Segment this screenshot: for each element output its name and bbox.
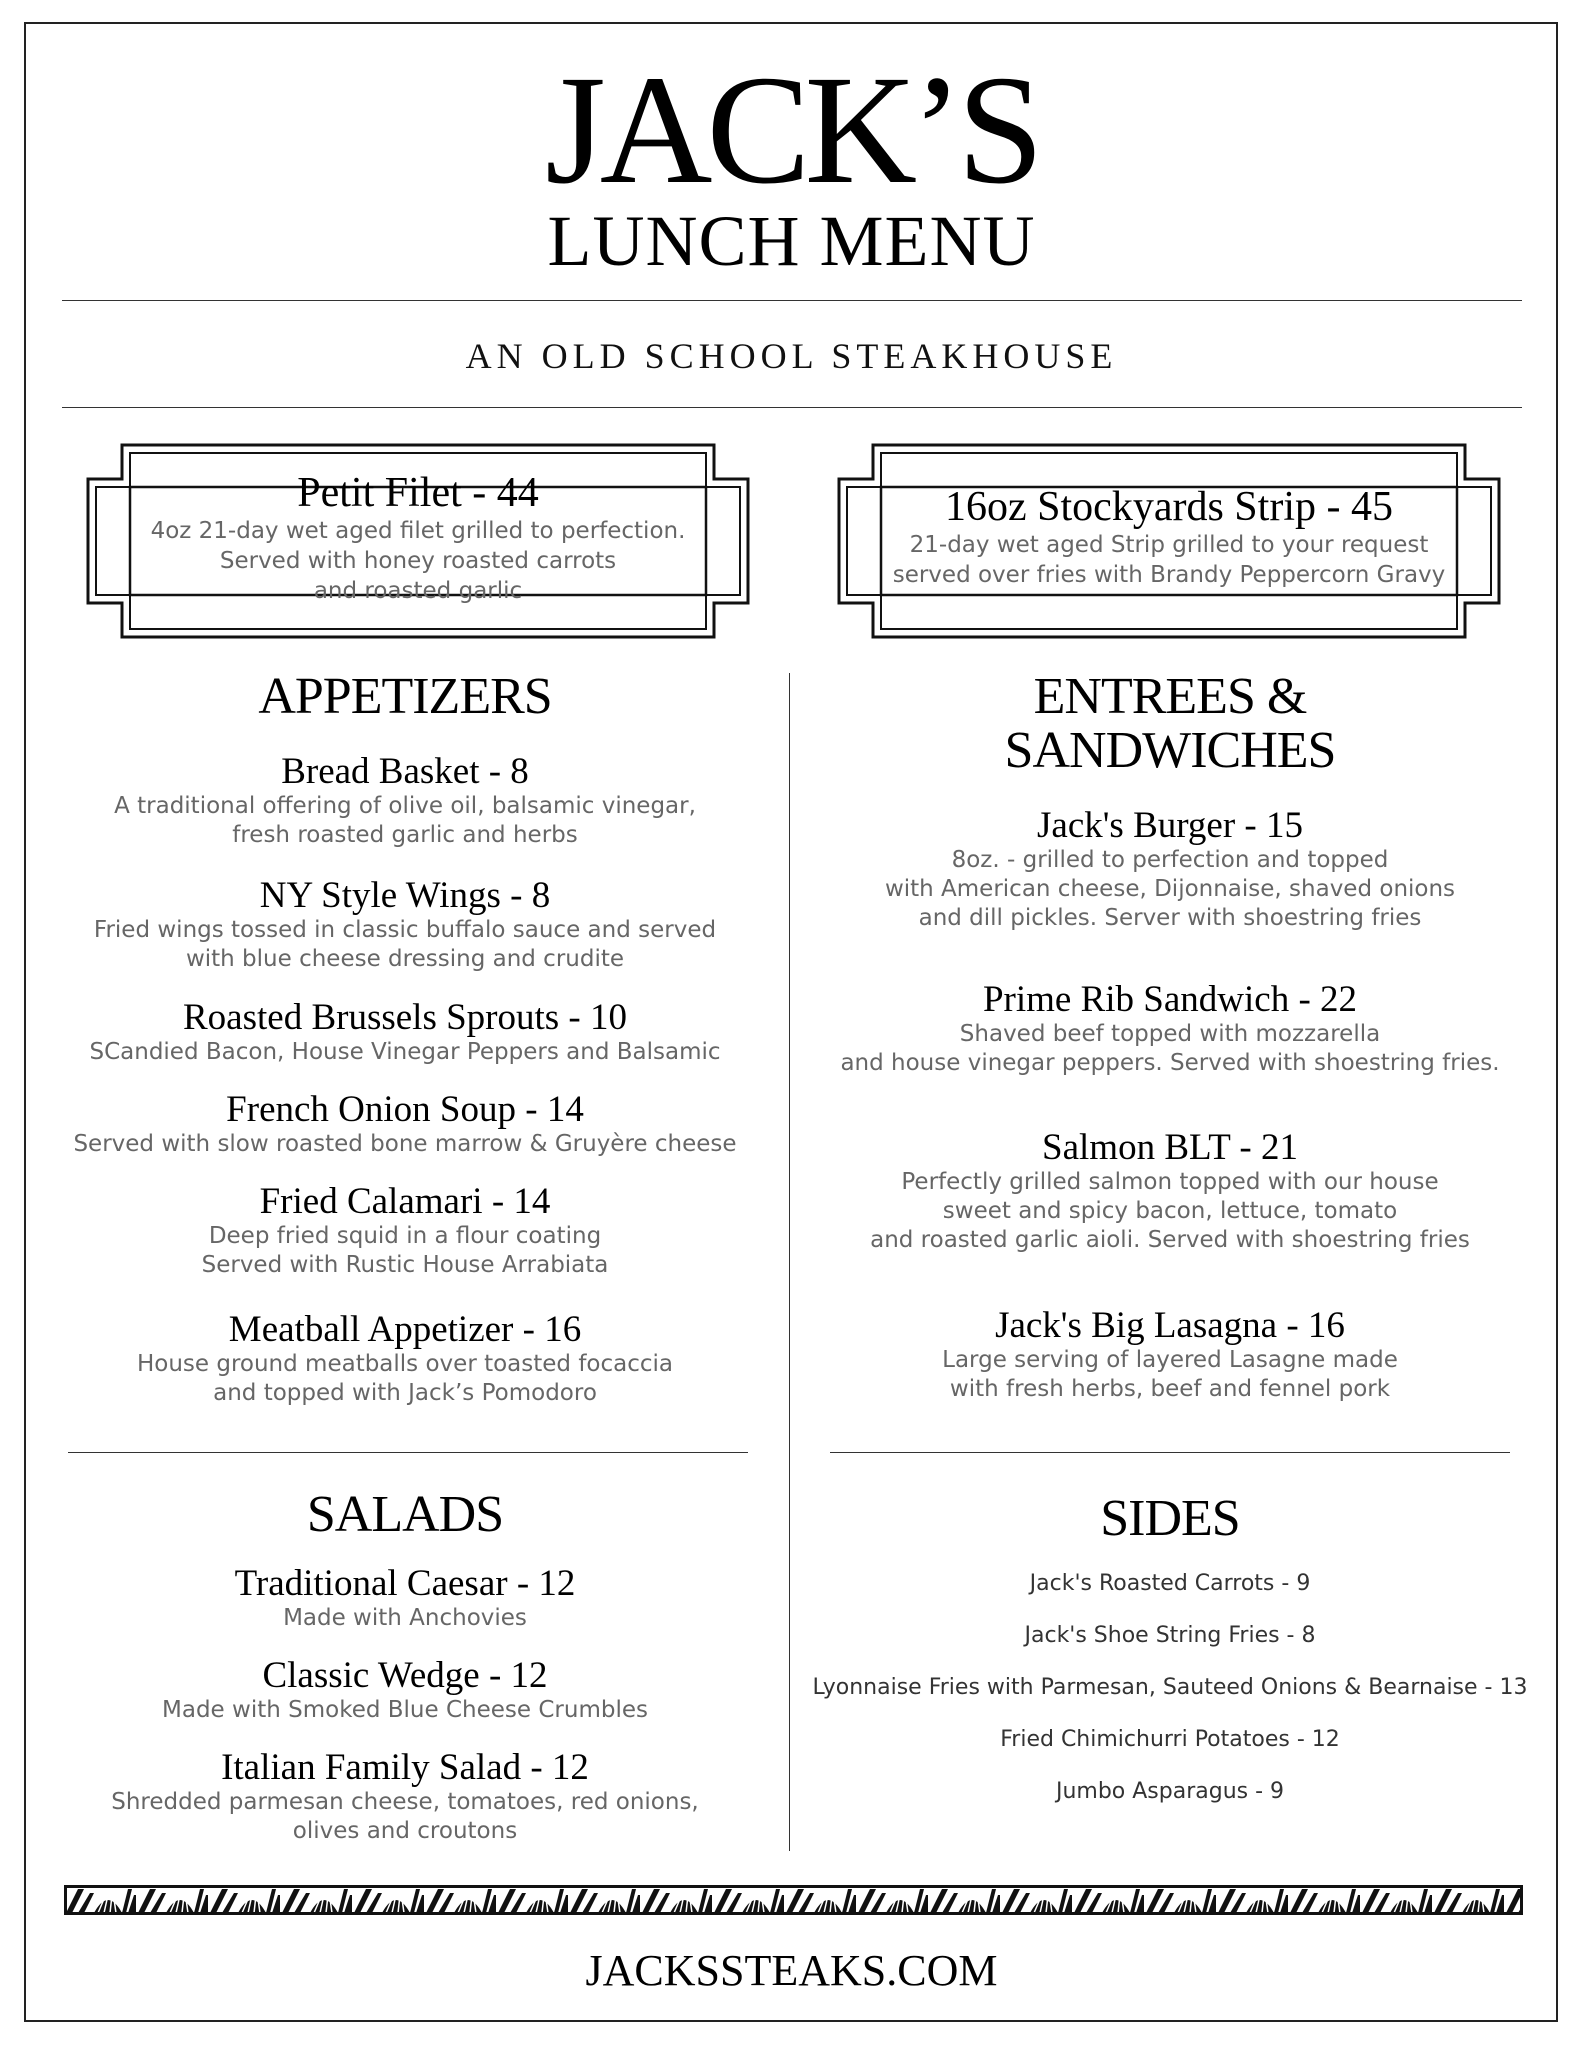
feature-desc-line: and roasted garlic — [313, 578, 523, 605]
appetizers-divider — [68, 1452, 748, 1453]
entrees-heading — [800, 670, 1540, 778]
item-desc-line: and topped with Jack’s Pomodoro — [213, 1380, 597, 1406]
feature-desc-line: served over fries with Brandy Peppercorn Gravy — [892, 562, 1446, 589]
menu-item-jacks-burger — [800, 806, 1540, 933]
item-title: Jack's Big Lasagna - 16 — [995, 1305, 1345, 1346]
menu-title: LUNCH MENU — [547, 201, 1036, 281]
side-item: Jumbo Asparagus - 9 — [1055, 1779, 1285, 1804]
appetizers-heading: APPETIZERS — [258, 668, 552, 725]
item-desc-line: and roasted garlic aioli. Served with shoestring fries — [870, 1227, 1470, 1253]
feature-title: Petit Filet - 44 — [297, 470, 539, 516]
column-divider — [789, 673, 790, 1851]
sides-heading: SIDES — [1100, 1490, 1240, 1547]
menu-item-caesar — [70, 1564, 740, 1633]
menu-item-italian-family-salad — [70, 1748, 740, 1846]
website-link[interactable]: JACKSSTEAKS.COM — [585, 1946, 998, 1995]
menu-item-brussels-sprouts — [70, 998, 740, 1067]
item-desc-line: Made with Smoked Blue Cheese Crumbles — [162, 1697, 648, 1723]
decorative-border-band — [64, 1885, 1523, 1915]
menu-item-fried-calamari — [70, 1182, 740, 1280]
header-divider-top — [62, 300, 1522, 301]
tagline: AN OLD SCHOOL STEAKHOUSE — [465, 336, 1118, 376]
menu-item-big-lasagna — [800, 1306, 1540, 1404]
item-title: Traditional Caesar - 12 — [234, 1563, 576, 1604]
item-desc-line: Shredded parmesan cheese, tomatoes, red onions, — [111, 1789, 699, 1815]
item-desc-line: olives and croutons — [292, 1818, 518, 1844]
header-divider-bottom — [62, 407, 1522, 408]
entrees-heading-line2: SANDWICHES — [1004, 722, 1336, 779]
item-desc-line: with blue cheese dressing and crudite — [185, 946, 625, 972]
side-item: Jack's Roasted Carrots - 9 — [1029, 1571, 1311, 1596]
item-title: Roasted Brussels Sprouts - 10 — [183, 997, 627, 1038]
menu-item-salmon-blt — [800, 1128, 1540, 1255]
side-item: Fried Chimichurri Potatoes - 12 — [1000, 1727, 1340, 1752]
item-desc-line: and house vinegar peppers. Served with shoestring fries. — [840, 1050, 1500, 1076]
item-desc-line: Made with Anchovies — [283, 1605, 527, 1631]
item-desc-line: SCandied Bacon, House Vinegar Peppers and Balsamic — [89, 1039, 721, 1065]
item-desc-line: House ground meatballs over toasted focaccia — [136, 1351, 674, 1377]
feature-petit-filet — [120, 470, 716, 606]
item-desc-line: sweet and spicy bacon, lettuce, tomato — [942, 1198, 1398, 1224]
side-item: Jack's Shoe String Fries - 8 — [1024, 1623, 1316, 1648]
item-desc-line: with American cheese, Dijonnaise, shaved onions — [884, 876, 1456, 902]
side-item: Lyonnaise Fries with Parmesan, Sauteed Onions & Bearnaise - 13 — [812, 1675, 1528, 1700]
feature-title: 16oz Stockyards Strip - 45 — [945, 484, 1393, 530]
feature-desc-line: 4oz 21-day wet aged filet grilled to perfection. — [150, 518, 686, 545]
entrees-heading-line1: ENTREES & — [1033, 668, 1307, 725]
menu-item-classic-wedge — [70, 1656, 740, 1725]
item-desc-line: Served with Rustic House Arrabiata — [201, 1252, 609, 1278]
restaurant-name: JACK’S — [545, 43, 1038, 216]
salads-heading: SALADS — [306, 1486, 504, 1543]
item-title: Prime Rib Sandwich - 22 — [982, 979, 1358, 1020]
item-desc-line: A traditional offering of olive oil, balsamic vinegar, — [114, 793, 696, 819]
menu-item-french-onion-soup — [70, 1090, 740, 1159]
item-title: Jack's Burger - 15 — [1037, 805, 1303, 846]
item-title: French Onion Soup - 14 — [226, 1089, 584, 1130]
menu-item-prime-rib-sandwich — [800, 980, 1540, 1078]
item-desc-line: Fried wings tossed in classic buffalo sauce and served — [93, 917, 717, 943]
feature-stockyards-strip — [867, 484, 1471, 590]
menu-item-meatball-appetizer — [70, 1310, 740, 1408]
item-desc-line: Large serving of layered Lasagne made — [942, 1347, 1398, 1373]
feature-desc-line: 21-day wet aged Strip grilled to your request — [909, 532, 1429, 559]
item-desc-line: fresh roasted garlic and herbs — [232, 822, 578, 848]
entrees-divider — [830, 1452, 1510, 1453]
menu-item-ny-wings — [70, 876, 740, 974]
item-desc-line: Shaved beef topped with mozzarella — [959, 1021, 1381, 1047]
sides-list — [800, 1570, 1540, 1830]
item-desc-line: Served with slow roasted bone marrow & Gruyère cheese — [73, 1131, 737, 1157]
item-desc-line: 8oz. - grilled to perfection and topped — [951, 847, 1389, 873]
item-desc-line: and dill pickles. Server with shoestring fries — [918, 905, 1422, 931]
item-title: NY Style Wings - 8 — [259, 875, 551, 916]
item-title: Salmon BLT - 21 — [1042, 1127, 1298, 1168]
item-title: Fried Calamari - 14 — [259, 1181, 551, 1222]
feature-desc-line: Served with honey roasted carrots — [219, 548, 617, 575]
item-title: Classic Wedge - 12 — [262, 1655, 548, 1696]
item-desc-line: Deep fried squid in a flour coating — [208, 1223, 602, 1249]
menu-item-bread-basket — [70, 752, 740, 850]
item-title: Italian Family Salad - 12 — [221, 1747, 589, 1788]
item-title: Meatball Appetizer - 16 — [228, 1309, 582, 1350]
item-desc-line: Perfectly grilled salmon topped with our house — [901, 1169, 1439, 1195]
item-desc-line: with fresh herbs, beef and fennel pork — [949, 1376, 1391, 1402]
item-title: Bread Basket - 8 — [281, 751, 529, 792]
